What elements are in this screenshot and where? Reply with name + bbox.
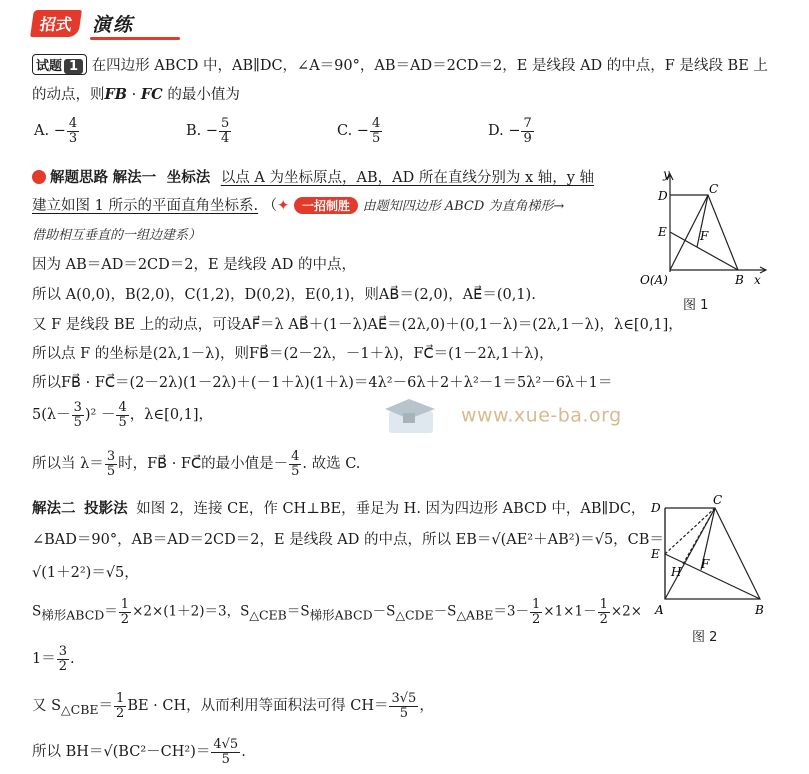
problem-line-1	[32, 54, 768, 75]
header-title: 演练	[92, 14, 135, 36]
header-underline	[90, 37, 180, 40]
sol1-line-5: 所以FB⃗ · FC⃗＝(2－2λ)(1－2λ)＋(－1＋λ)(1＋λ)＝4λ²－6λ＋2＋λ²－1＝5λ²－6λ＋1＝	[32, 375, 613, 391]
option-a: A. − $\frac{4}{3}$	[34, 116, 78, 146]
sol2-line-3: √(1＋2²)＝√5，	[32, 565, 139, 581]
sol2-line-6: 又 $S_{\triangle CBE}=$ $\frac{1}{2}$ BE · CH，从而利用等面积法可得 CH＝ $\frac{3√5}{5}$ ，	[32, 691, 434, 721]
sol1-line-3: 又 F 是线段 BE 上的动点，可设AF⃗＝λ AB⃗＋(1－λ)AE⃗＝(2λ,0)＋(0,1－λ)＝(2λ,1－λ)，λ∈[0,1]，	[32, 317, 683, 333]
sparkle-icon: ✦	[277, 198, 290, 214]
figure-1	[638, 160, 778, 295]
section-header	[32, 10, 192, 36]
svg-text:F: F	[700, 229, 709, 243]
sol1-line-7: 所以当 λ＝ $\frac{3}{5}$ 时，FB⃗ · FC⃗的最小值是－ $\frac{4}{5}$ . 故选 C.	[32, 449, 361, 479]
mortarboard-icon	[385, 395, 455, 437]
sol2-line-1: 解法二 投影法 如图 2，连接 CE，作 CH⊥BE，垂足为 H. 因为四边形 ABCD 中，AB∥DC，	[32, 501, 646, 517]
svg-text:C: C	[709, 182, 719, 196]
sol1-line-6: 5(λ－ $\frac{3}{5}$ )² － $\frac{4}{5}$ ，λ∈[0,1]，	[32, 400, 214, 430]
svg-text:D: D	[658, 189, 668, 203]
svg-text:F: F	[701, 557, 710, 571]
svg-text:B: B	[755, 603, 764, 617]
figure-2-caption: 图 2	[692, 630, 718, 645]
svg-text:C: C	[713, 494, 723, 507]
option-b: B. − $\frac{5}{4}$	[186, 116, 230, 146]
option-c: C. − $\frac{4}{5}$	[337, 116, 381, 146]
header-tag: 招式	[30, 10, 82, 37]
solution1-heading: 解题思路 解法一 坐标法 以点 A 为坐标原点，AB，AD 所在直线分别为 x 轴，y 轴	[32, 166, 594, 187]
svg-text:E: E	[651, 547, 660, 561]
sol1-line-2: 所以 A(0,0)，B(2,0)，C(1,2)，D(0,2)，E(0,1)，则AB⃗＝(2,0)，AE⃗＝(0,1).	[32, 287, 536, 303]
idea-icon	[32, 170, 46, 184]
sol2-line-2: ∠BAD＝90°，AB＝AD＝2CD＝2，E 是线段 AD 的中点，所以 EB＝√(AE²＋AB²)＝√5，CB＝	[32, 532, 664, 548]
sol2-line-4: $S_{梯形ABCD}=$ $\frac{1}{2}$ ×2×(1＋2)＝3，$S_{\triangle CEB}=S_{梯形ABCD}-S_{\triangle CDE}-S_{\triangle ABE}=3-$ $\frac{1}{2}$ ×1×1－ $\frac{1}{2}$ ×2×	[32, 597, 643, 627]
svg-text:y: y	[663, 167, 670, 181]
svg-text:x: x	[754, 273, 761, 287]
figure-2	[645, 494, 780, 624]
solution1-intro2: 建立如图 1 所示的平面直角坐标系. （✦ 一招制胜 由题知四边形 ABCD 为直角梯形→	[32, 198, 565, 214]
sol2-line-7: 所以 BH＝√(BC²－CH²)＝ $\frac{4√5}{5}$ .	[32, 737, 246, 767]
svg-text:E: E	[658, 225, 667, 239]
solution1-tip2: 借助相互垂直的一组边建系）	[32, 228, 202, 243]
svg-text:D: D	[651, 501, 661, 515]
option-d: D. − $\frac{7}{9}$	[488, 116, 532, 146]
svg-text:A: A	[655, 603, 664, 617]
watermark: www.xue-ba.org	[385, 395, 622, 437]
sol1-line-4: 所以点 F 的坐标是(2λ,1－λ)，则FB⃗＝(2－2λ，－1＋λ)，FC⃗＝(1－2λ,1＋λ)，	[32, 346, 554, 362]
sol2-line-5: 1＝ $\frac{3}{2}$ .	[32, 644, 75, 674]
problem-text-1: 在四边形 ABCD 中，AB∥DC，∠A＝90°，AB＝AD＝2CD＝2，E 是线段 AD 的中点，F 是线段 BE 上	[91, 58, 768, 74]
problem-line-2: 的动点，则FB · FC 的最小值为	[32, 86, 240, 103]
sol1-line-1: 因为 AB＝AD＝2CD＝2，E 是线段 AD 的中点，	[32, 257, 357, 273]
svg-text:O(A): O(A)	[640, 273, 668, 287]
svg-text:H: H	[671, 565, 682, 579]
problem-badge: 试题 1	[32, 54, 87, 75]
figure-1-caption: 图 1	[683, 298, 709, 313]
tip-badge: 一招制胜	[294, 197, 358, 214]
svg-text:B: B	[735, 273, 744, 287]
